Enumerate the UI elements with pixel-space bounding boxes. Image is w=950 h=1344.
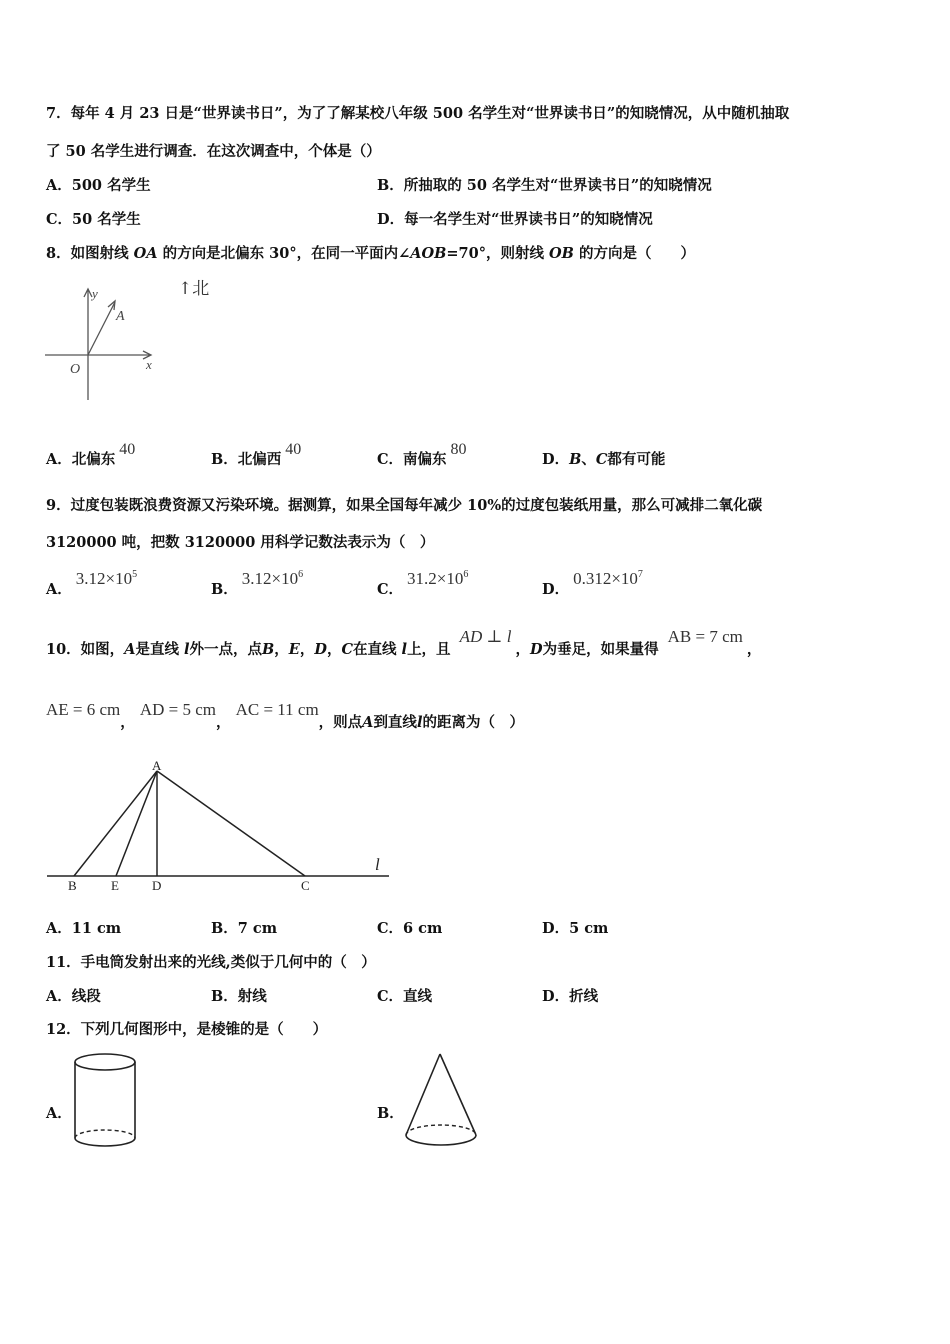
q8-option-c-value: 80 [450, 441, 467, 458]
q12-cylinder-figure [72, 1050, 140, 1155]
q8-option-a-value: 40 [119, 441, 136, 458]
q12-cylinder-bottom-back [75, 1130, 135, 1138]
q10-text: ， [326, 641, 342, 658]
q10-point-a: A [124, 641, 136, 658]
q8-option-a-label: A．北偏东 [46, 451, 116, 468]
q9-stem-line2: 3120000 吨，把数 3120000 用科学记数法表示为（ ） [46, 534, 435, 551]
q10-text: ， [515, 641, 530, 658]
q8-ray-oa-line [88, 302, 115, 355]
q12-cone-left [406, 1054, 440, 1135]
q9-option-d-value [573, 569, 643, 588]
q9-option-c-label: C． [377, 581, 404, 598]
q10-option-b: B．7 cm [211, 920, 278, 937]
q9-option-a-exp: 5 [132, 569, 138, 580]
q12-stem: 12．下列几何图形中，是棱锥的是（ ） [46, 1021, 328, 1038]
q10-segment-ab [74, 771, 157, 876]
q8-stem-prefix: 8．如图射线 [46, 245, 129, 262]
q11-option-b: B．射线 [211, 988, 267, 1005]
q10-segment-ac [157, 771, 305, 876]
q10-text: 上，且 [407, 641, 451, 658]
q10-text: ， [216, 714, 231, 731]
q9-option-d-exp: 7 [637, 569, 643, 580]
q8-option-d [542, 448, 665, 469]
q8-option-c [377, 441, 467, 469]
q8-stem-suffix: 的方向是（ ） [578, 245, 695, 262]
q10-text: ， [120, 714, 135, 731]
q10-option-c: C．6 cm [377, 920, 443, 937]
q10-point-e: E [288, 641, 300, 658]
q8-label-x: x [146, 357, 152, 372]
q12-cone-right [440, 1054, 476, 1135]
q9-option-c-exp: 6 [463, 569, 469, 580]
q8-label-a: A [116, 309, 125, 324]
q9-option-b-exp: 6 [298, 569, 304, 580]
q8-ray-oa: OA [133, 245, 158, 262]
q8-ray-ob: OB [549, 245, 574, 262]
q9-option-a [46, 569, 138, 599]
q8-option-b-value: 40 [285, 441, 302, 458]
q10-line-l: l [401, 641, 408, 658]
q10-perp-expr: AD ⊥ l [459, 627, 512, 646]
q10-ab-expr: AB = 7 cm [667, 627, 743, 646]
q10-text: 是直线 [135, 641, 179, 658]
q10-point-d: D [530, 641, 543, 658]
q10-label-b: B [68, 878, 77, 893]
q8-option-d-prefix: D． [542, 451, 570, 468]
q8-stem-mid1: 的方向是北偏东 30°，在同一平面内∠ [162, 245, 411, 262]
q10-label-a: A [152, 758, 162, 773]
q10-text: 在直线 [352, 641, 397, 658]
q11-option-d: D．折线 [542, 988, 599, 1005]
q8-option-b [211, 441, 302, 469]
q9-stem-line1: 9．过度包装既浪费资源又污染环境。据测算，如果全国每年减少 10%的过度包装纸用量，那么可减排二氧化碳 [46, 497, 763, 514]
q9-option-c-value [407, 569, 468, 588]
q9-option-b-base: 3.12×10 [241, 569, 299, 588]
q10-text: 的距离为（ ） [422, 714, 524, 731]
q10-label-e: E [111, 878, 119, 893]
q10-ad-expr: AD = 5 cm [139, 700, 217, 719]
q12-cylinder-bottom-front [75, 1138, 135, 1146]
q10-ae-expr: AE = 6 cm [46, 700, 121, 719]
q10-text: 10．如图， [46, 641, 125, 658]
q7-option-a: A．500 名学生 [46, 177, 151, 194]
q9-option-b-label: B． [211, 581, 238, 598]
q10-triangle-figure [44, 756, 394, 896]
q12-cone-figure [403, 1050, 483, 1155]
q10-point-b: B [262, 641, 275, 658]
q8-option-d-b: B [569, 451, 582, 468]
q8-option-c-label: C．南偏东 [377, 451, 447, 468]
q10-line-l: l [416, 714, 423, 731]
q8-axes-figure [40, 282, 165, 407]
q10-option-a: A．11 cm [46, 920, 122, 937]
q10-ac-expr: AC = 11 cm [235, 700, 319, 719]
q7-stem-line1: 7．每年 4 月 23 日是“世界读书日”，为了了解某校八年级 500 名学生对“世界读书日”的知晓情况，从中随机抽取 [46, 105, 790, 122]
q12-cylinder-top [75, 1054, 135, 1070]
q8-label-y: y [92, 286, 98, 301]
q10-label-l: l [375, 855, 380, 874]
q8-stem [46, 242, 695, 263]
q9-option-a-base: 3.12×10 [75, 569, 133, 588]
q8-option-a [46, 441, 136, 469]
q11-option-c: C．直线 [377, 988, 433, 1005]
q9-option-b [211, 569, 304, 599]
q8-stem-mid2: =70°，则射线 [446, 245, 544, 262]
q10-label-c: C [301, 878, 310, 893]
q9-option-d-base: 0.312×10 [573, 569, 638, 588]
q9-option-a-value [76, 569, 137, 588]
q10-point-c: C [341, 641, 353, 658]
q11-stem: 11．手电筒发射出来的光线,类似于几何中的（ ） [46, 954, 376, 971]
q8-north-label: ↑北 [178, 279, 210, 299]
q8-option-d-c: C [595, 451, 608, 468]
q11-option-a: A．线段 [46, 988, 101, 1005]
q10-text: 外一点，点 [189, 641, 263, 658]
q7-option-b: B．所抽取的 50 名学生对“世界读书日”的知晓情况 [377, 177, 712, 194]
q10-line-l: l [184, 641, 190, 658]
q12-cone-base-front [406, 1135, 476, 1145]
q10-point-d: D [314, 641, 327, 658]
q10-label-d: D [152, 878, 162, 893]
q7-option-c: C．50 名学生 [46, 211, 141, 228]
q9-option-d [542, 569, 643, 599]
q10-text: 到直线 [373, 714, 417, 731]
q10-text: ， [299, 641, 315, 658]
q8-label-o: O [70, 362, 81, 377]
q9-option-c [377, 569, 469, 599]
q10-text: 为垂足，如果量得 [542, 641, 659, 658]
q9-option-b-value [242, 569, 303, 588]
q10-segment-ae [116, 771, 157, 876]
q8-option-d-sep: 、 [581, 451, 596, 468]
q10-stem-line1 [46, 627, 762, 659]
q8-option-d-suffix: 都有可能 [607, 451, 666, 468]
q10-point-a: A [362, 714, 374, 731]
q7-stem-line2: 了 50 名学生进行调查．在这次调查中，个体是（） [46, 143, 381, 160]
q9-option-d-label: D． [542, 581, 570, 598]
q9-option-a-label: A． [46, 581, 72, 598]
q8-angle-aob: AOB [410, 245, 447, 262]
q10-option-d: D．5 cm [542, 920, 609, 937]
q8-option-b-label: B．北偏西 [211, 451, 282, 468]
q7-option-d: D．每一名学生对“世界读书日”的知晓情况 [377, 211, 653, 228]
q12-option-b: B． [377, 1105, 404, 1122]
q12-cone-base-back [406, 1125, 476, 1135]
q10-text: ，则点 [318, 714, 363, 731]
q9-option-c-base: 31.2×10 [407, 569, 464, 588]
q10-stem-line2 [46, 700, 524, 732]
q10-text: ， [746, 641, 762, 658]
q12-option-a: A． [46, 1105, 72, 1122]
q10-text: ， [274, 641, 289, 658]
